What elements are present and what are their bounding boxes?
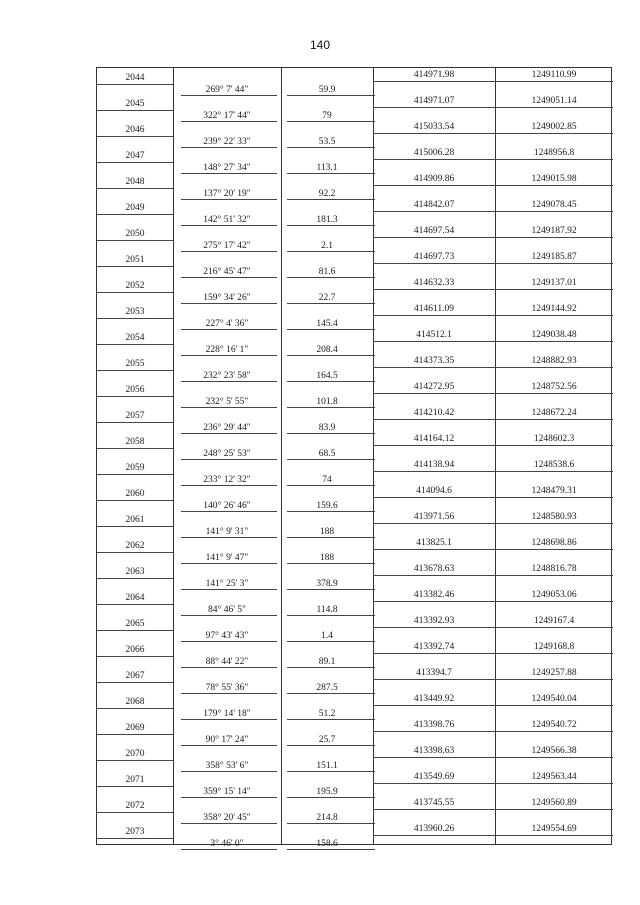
x-coordinate-cell: 414842.07 [413,200,455,210]
point-cell: 2046 [125,125,145,135]
row-rule [97,344,173,345]
angle-cell: 228° 16' 1" [205,345,249,355]
row-rule [495,705,613,706]
row-rule [495,211,613,212]
row-rule [97,812,173,813]
row-rule [495,393,613,394]
table-row [97,94,611,120]
row-rule [495,263,613,264]
row-rule [97,526,173,527]
row-rule [495,471,613,472]
x-coordinate-cell: 414210.42 [413,408,455,418]
x-coordinate-cell: 413678.63 [413,564,455,574]
y-coordinate-cell: 1249168.8 [533,642,575,652]
angle-cell: 179° 14' 18" [203,709,251,719]
point-cell: 2052 [125,281,145,291]
angle-cell: 236° 29' 44" [203,423,251,433]
table-row [97,406,611,432]
x-coordinate-cell: 414272.95 [413,382,455,392]
x-coordinate-cell: 415033.54 [413,122,455,132]
y-coordinate-cell: 1249038.48 [531,330,577,340]
row-rule [373,575,495,576]
page-number: 140 [309,38,331,52]
row-rule [373,471,495,472]
row-rule [373,783,495,784]
point-cell: 2054 [125,333,145,343]
row-rule [373,315,495,316]
table-row [97,198,611,224]
table-row [97,536,611,562]
point-cell: 2045 [125,99,145,109]
row-rule [373,263,495,264]
row-rule [181,849,277,850]
y-coordinate-cell: 1248672.24 [531,408,577,418]
table-row [97,692,611,718]
distance-cell: 151.1 [316,761,338,771]
point-cell: 2055 [125,359,145,369]
table-row [97,484,611,510]
row-rule [495,237,613,238]
table-row [97,302,611,328]
point-cell: 2050 [125,229,145,239]
row-rule [495,133,613,134]
point-cell: 2063 [125,567,145,577]
row-rule [373,627,495,628]
row-rule [495,107,613,108]
y-coordinate-cell: 1248580.93 [531,512,577,522]
row-rule [373,159,495,160]
row-rule [97,266,173,267]
row-rule [97,734,173,735]
row-rule [495,159,613,160]
distance-cell: 101.8 [316,397,338,407]
row-rule [97,162,173,163]
row-rule [495,315,613,316]
point-cell: 2073 [125,827,145,837]
row-rule [373,731,495,732]
x-coordinate-cell: 414094.6 [416,486,452,496]
distance-cell: 113.1 [316,163,338,173]
row-rule [287,849,375,850]
row-rule [495,601,613,602]
point-cell: 2072 [125,801,145,811]
row-rule [97,552,173,553]
x-coordinate-cell: 414697.73 [413,252,455,262]
y-coordinate-cell: 1249002.85 [531,122,577,132]
table-row [97,770,611,796]
point-cell: 2066 [125,645,145,655]
point-cell: 2062 [125,541,145,551]
distance-cell: 25.7 [318,735,336,745]
point-cell: 2051 [125,255,145,265]
row-rule [97,214,173,215]
row-rule [495,419,613,420]
row-rule [373,679,495,680]
x-coordinate-cell: 413745.55 [413,798,455,808]
angle-cell: 148° 27' 34" [203,163,251,173]
x-coordinate-cell: 414164.12 [413,434,455,444]
x-coordinate-cell: 414909.86 [413,174,455,184]
table-row [97,120,611,146]
angle-cell: 3° 46' 0" [210,839,244,849]
table-row [97,146,611,172]
row-rule [495,809,613,810]
row-rule [495,653,613,654]
x-coordinate-cell: 413825.1 [416,538,452,548]
y-coordinate-cell: 1249167.4 [533,616,575,626]
point-cell: 2049 [125,203,145,213]
point-cell: 2061 [125,515,145,525]
row-rule [495,549,613,550]
row-rule [97,682,173,683]
row-rule [97,474,173,475]
distance-cell: 188 [319,553,335,563]
y-coordinate-cell: 1248956.8 [533,148,575,158]
angle-cell: 142° 51' 32" [203,215,251,225]
table-row [97,614,611,640]
row-rule [373,367,495,368]
row-rule [495,367,613,368]
row-rule [373,549,495,550]
table-row [97,250,611,276]
coordinate-table [96,67,612,849]
angle-cell: 358° 20' 45" [203,813,251,823]
y-coordinate-cell: 1249137.01 [531,278,577,288]
row-rule [97,84,173,85]
y-coordinate-cell: 1249540.04 [531,694,577,704]
y-coordinate-cell: 1249563.44 [531,772,577,782]
distance-cell: 79 [322,111,332,121]
y-coordinate-cell: 1249015.98 [531,174,577,184]
table-row [97,744,611,770]
distance-cell: 188 [319,527,335,537]
angle-cell: 97° 43' 43" [205,631,249,641]
row-rule [373,601,495,602]
table-row [97,432,611,458]
distance-cell: 83.9 [318,423,336,433]
table-row [97,718,611,744]
angle-cell: 78° 55' 36" [205,683,249,693]
point-cell: 2069 [125,723,145,733]
table-row [97,68,611,94]
y-coordinate-cell: 1248602.3 [533,434,575,444]
angle-cell: 358° 53' 6" [205,761,249,771]
row-rule [373,757,495,758]
row-rule [97,708,173,709]
distance-cell: 53.5 [318,137,336,147]
row-rule [373,835,495,836]
x-coordinate-cell: 413960.26 [413,824,455,834]
angle-cell: 232° 23' 58" [203,371,251,381]
row-rule [495,783,613,784]
y-coordinate-cell: 1249560.89 [531,798,577,808]
row-rule [373,809,495,810]
table-row [97,822,611,848]
x-coordinate-cell: 414512.1 [416,330,452,340]
row-rule [373,341,495,342]
row-rule [97,656,173,657]
row-rule [373,523,495,524]
angle-cell: 239° 22' 33" [203,137,251,147]
row-rule [495,523,613,524]
angle-cell: 88° 44' 22" [205,657,249,667]
angle-cell: 233° 12' 32" [203,475,251,485]
y-coordinate-cell: 1248882.93 [531,356,577,366]
x-coordinate-cell: 413971.56 [413,512,455,522]
row-rule [373,185,495,186]
row-rule [373,419,495,420]
point-cell: 2058 [125,437,145,447]
angle-cell: 275° 17' 42" [203,241,251,251]
row-rule [495,627,613,628]
x-coordinate-cell: 414138.94 [413,460,455,470]
distance-cell: 59.9 [318,85,336,95]
table-row [97,510,611,536]
row-rule [373,107,495,108]
x-coordinate-cell: 414632.33 [413,278,455,288]
x-coordinate-cell: 413549.69 [413,772,455,782]
y-coordinate-cell: 1248698.86 [531,538,577,548]
distance-cell: 74 [322,475,332,485]
distance-cell: 181.3 [316,215,338,225]
angle-cell: 137° 20' 19" [203,189,251,199]
angle-cell: 322° 17' 44" [203,111,251,121]
row-rule [97,448,173,449]
distance-cell: 51.2 [318,709,336,719]
angle-cell: 84° 46' 5" [208,605,246,615]
row-rule [97,396,173,397]
x-coordinate-cell: 414971.98 [413,70,455,80]
angle-cell: 359° 15' 14" [203,787,251,797]
point-cell: 2056 [125,385,145,395]
x-coordinate-cell: 413449.92 [413,694,455,704]
y-coordinate-cell: 1249257.88 [531,668,577,678]
point-cell: 2053 [125,307,145,317]
y-coordinate-cell: 1248752.56 [531,382,577,392]
y-coordinate-cell: 1249078.45 [531,200,577,210]
distance-cell: 1.4 [321,631,333,641]
y-coordinate-cell: 1249185.87 [531,252,577,262]
angle-cell: 227° 4' 36" [205,319,249,329]
point-cell: 2068 [125,697,145,707]
table-row [97,666,611,692]
row-rule [495,289,613,290]
row-rule [495,445,613,446]
angle-cell: 141° 25' 3" [205,579,249,589]
row-rule [373,705,495,706]
distance-cell: 208.4 [316,345,338,355]
x-coordinate-cell: 415006.28 [413,148,455,158]
distance-cell: 81.6 [318,267,336,277]
table-row [97,224,611,250]
x-coordinate-cell: 413392.93 [413,616,455,626]
row-rule [495,757,613,758]
y-coordinate-cell: 1249566.38 [531,746,577,756]
distance-cell: 159.6 [316,501,338,511]
distance-cell: 378.9 [316,579,338,589]
distance-cell: 214.8 [316,813,338,823]
table-row [97,640,611,666]
table-row [97,328,611,354]
point-cell: 2067 [125,671,145,681]
row-rule [97,188,173,189]
table-row [97,458,611,484]
row-rule [495,575,613,576]
y-coordinate-cell: 1249110.99 [531,70,577,80]
y-coordinate-cell: 1249144.92 [531,304,577,314]
point-cell: 2059 [125,463,145,473]
row-rule [373,393,495,394]
angle-cell: 159° 34' 26" [203,293,251,303]
point-cell: 2047 [125,151,145,161]
table-row [97,172,611,198]
distance-cell: 22.7 [318,293,336,303]
table-row [97,562,611,588]
row-rule [97,500,173,501]
y-coordinate-cell: 1249051.14 [531,96,577,106]
row-rule [97,604,173,605]
distance-cell: 158.6 [316,839,338,849]
point-cell: 2065 [125,619,145,629]
distance-cell: 89.1 [318,657,336,667]
table-row [97,354,611,380]
row-rule [97,110,173,111]
x-coordinate-cell: 414971.07 [413,96,455,106]
distance-cell: 164.5 [316,371,338,381]
y-coordinate-cell: 1249187.92 [531,226,577,236]
row-rule [97,630,173,631]
row-rule [97,786,173,787]
x-coordinate-cell: 414697.54 [413,226,455,236]
row-rule [97,422,173,423]
row-rule [97,578,173,579]
y-coordinate-cell: 1248816.78 [531,564,577,574]
row-rule [97,370,173,371]
x-coordinate-cell: 413392.74 [413,642,455,652]
row-rule [373,445,495,446]
table-row [97,796,611,822]
angle-cell: 216° 45' 47" [203,267,251,277]
point-cell: 2070 [125,749,145,759]
row-rule [495,835,613,836]
row-rule [373,653,495,654]
row-rule [495,679,613,680]
table-row [97,380,611,406]
row-rule [97,240,173,241]
row-rule [495,341,613,342]
y-coordinate-cell: 1249053.06 [531,590,577,600]
x-coordinate-cell: 413398.63 [413,746,455,756]
distance-cell: 92.2 [318,189,336,199]
y-coordinate-cell: 1248538.6 [533,460,575,470]
y-coordinate-cell: 1248479.31 [531,486,577,496]
row-rule [373,133,495,134]
row-rule [495,81,613,82]
row-rule [495,497,613,498]
row-rule [97,292,173,293]
row-rule [495,185,613,186]
distance-cell: 145.4 [316,319,338,329]
row-rule [97,838,173,839]
row-rule [97,760,173,761]
x-coordinate-cell: 413394.7 [416,668,452,678]
point-cell: 2044 [125,73,145,83]
angle-cell: 141° 9' 47" [205,553,249,563]
y-coordinate-cell: 1249554.69 [531,824,577,834]
y-coordinate-cell: 1249540.72 [531,720,577,730]
point-cell: 2048 [125,177,145,187]
row-rule [97,136,173,137]
angle-cell: 141° 9' 31" [205,527,249,537]
distance-cell: 287.5 [316,683,338,693]
point-cell: 2057 [125,411,145,421]
row-rule [373,237,495,238]
distance-cell: 195.9 [316,787,338,797]
angle-cell: 232° 5' 55" [205,397,249,407]
row-rule [373,497,495,498]
row-rule [373,211,495,212]
point-cell: 2060 [125,489,145,499]
row-rule [495,731,613,732]
x-coordinate-cell: 414611.09 [413,304,455,314]
distance-cell: 68.5 [318,449,336,459]
table-row [97,276,611,302]
angle-cell: 90° 17' 24" [205,735,249,745]
point-cell: 2071 [125,775,145,785]
angle-cell: 140° 26' 46" [203,501,251,511]
row-rule [373,81,495,82]
distance-cell: 114.8 [316,605,338,615]
row-rule [97,318,173,319]
row-rule [373,289,495,290]
angle-cell: 248° 25' 53" [203,449,251,459]
x-coordinate-cell: 413382.46 [413,590,455,600]
x-coordinate-cell: 413398.76 [413,720,455,730]
point-cell: 2064 [125,593,145,603]
distance-cell: 2.1 [321,241,333,251]
table-row [97,588,611,614]
angle-cell: 269° 7' 44" [205,85,249,95]
x-coordinate-cell: 414373.35 [413,356,455,366]
